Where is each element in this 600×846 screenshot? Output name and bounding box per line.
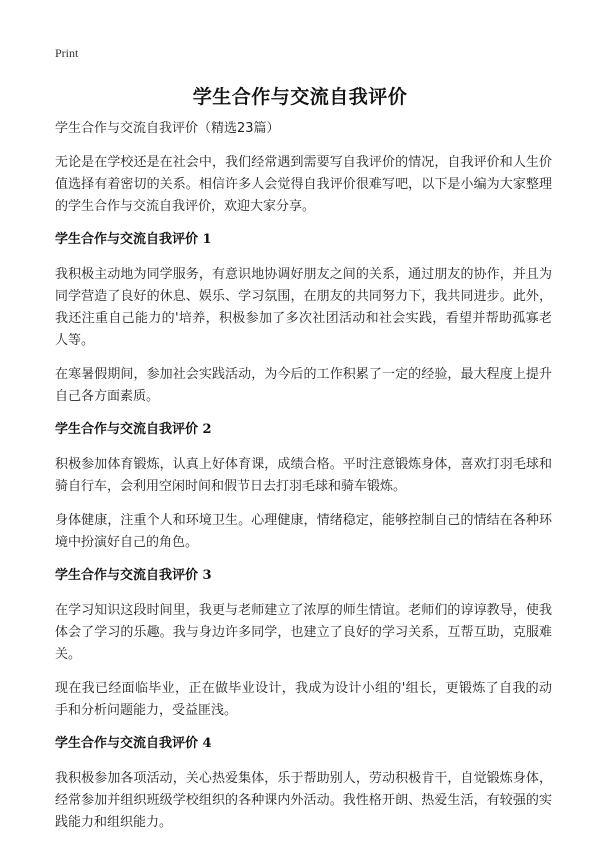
section-3 xyxy=(55,566,552,722)
section-1 xyxy=(55,230,552,408)
section-heading: 学生合作与交流自我评价 4 xyxy=(55,736,212,751)
section-2 xyxy=(55,420,552,554)
section-heading: 学生合作与交流自我评价 1 xyxy=(55,232,212,247)
intro-paragraph: 无论是在学校还是在社会中，我们经常遇到需要写自我评价的情况，自我评价和人生价值选择有着密切的关系。相信许多人会觉得自我评价很难写吧，以下是小编为大家整理的学生合作与交流自我评价，欢迎大家分享。 xyxy=(55,155,552,214)
document-body xyxy=(55,120,552,846)
document-subtitle: 学生合作与交流自我评价（精选23篇） xyxy=(55,121,280,136)
section-heading: 学生合作与交流自我评价 3 xyxy=(55,568,212,583)
section-4 xyxy=(55,734,552,834)
section-paragraph: 在学习知识这段时间里，我更与老师建立了浓厚的师生情谊。老师们的谆谆教导，使我体会了学习的乐趣。我与身边许多同学，也建立了良好的学习关系，互帮互助，克服难关。 xyxy=(55,603,552,662)
section-heading: 学生合作与交流自我评价 2 xyxy=(55,422,212,437)
section-paragraph: 在寒暑假期间，参加社会实践活动，为今后的工作积累了一定的经验，最大程度上提升自己各方面素质。 xyxy=(55,367,552,404)
page-title: 学生合作与交流自我评价 xyxy=(192,86,408,108)
section-paragraph: 身体健康，注重个人和环境卫生。心理健康，情绪稳定，能够控制自己的情结在各种环境中扮演好自己的角色。 xyxy=(55,513,552,550)
section-paragraph: 现在我已经面临毕业，正在做毕业设计，我成为设计小组的'组长，更锻炼了自我的动手和分析问题能力，受益匪浅。 xyxy=(55,681,552,718)
section-paragraph: 积极参加体育锻炼，认真上好体育课，成绩合格。平时注意锻炼身体，喜欢打羽毛球和骑自行车，会利用空闲时间和假节日去打羽毛球和骑车锻炼。 xyxy=(55,457,552,494)
print-link[interactable]: Print xyxy=(55,46,79,60)
section-paragraph: 我积极主动地为同学服务，有意识地协调好朋友之间的关系，通过朋友的协作，并且为同学营造了良好的休息、娱乐、学习氛围，在朋友的共同努力下，我共同进步。此外，我还注重自己能力的'培养，积极参加了多次社团活动和社会实践，看望并帮助孤寡老人等。 xyxy=(55,267,552,348)
section-paragraph: 我积极参加各项活动，关心热爱集体，乐于帮助别人，劳动积极肯干，自觉锻炼身体，经常参加并组织班级学校组织的各种课内外活动。我性格开朗、热爱生活，有较强的实践能力和组织能力。 xyxy=(55,771,552,830)
